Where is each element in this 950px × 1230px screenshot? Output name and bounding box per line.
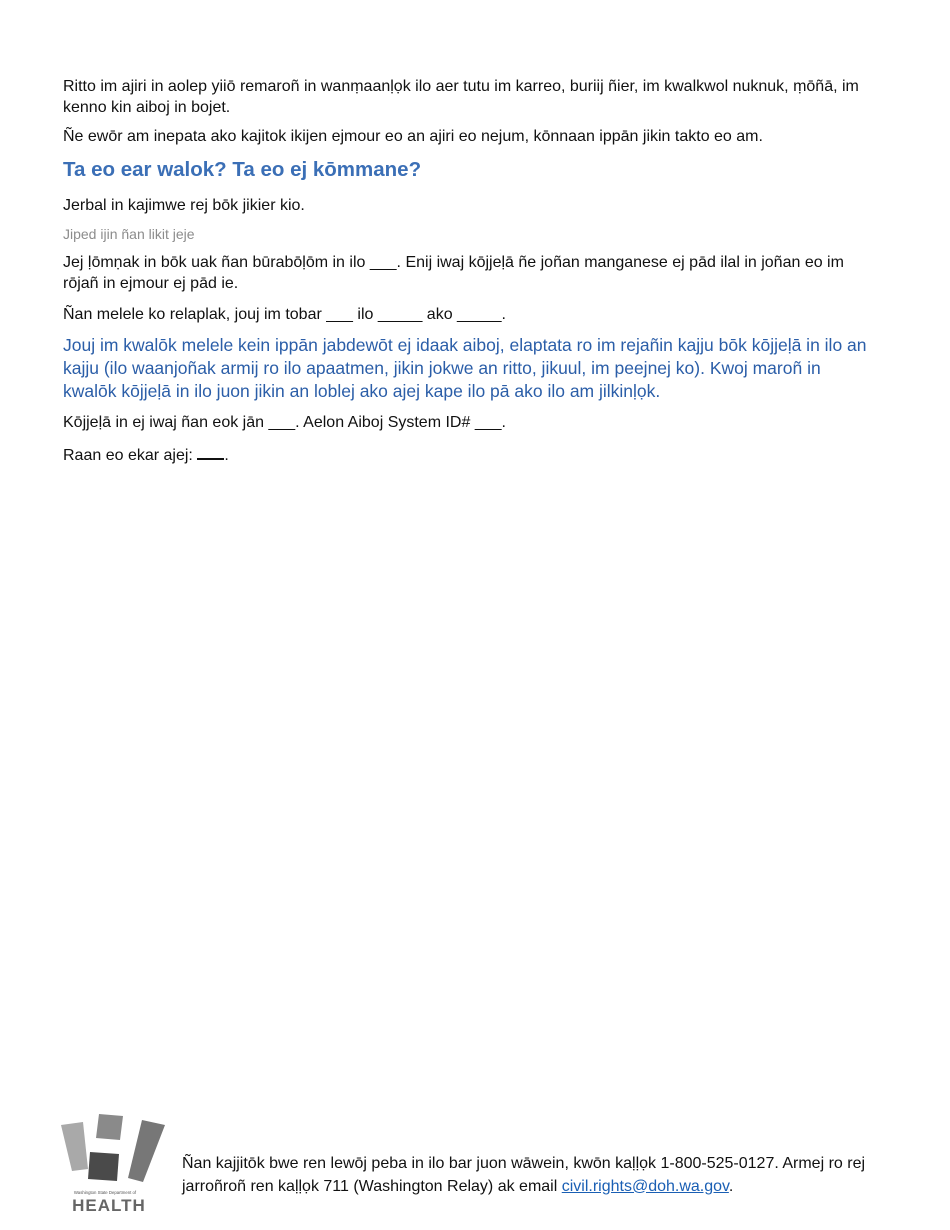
risk-paragraph: Ñe ewōr am inepata ako kajitok ikijen ejmour eo an ajiri eo nejum, kōnnaan ippān jikin takto eo am. [63,128,763,145]
results-text-3: ako [422,306,458,323]
choose-text: Jerbal in kajimwe rej bōk jikier kio. [63,197,305,214]
sampling-blank: ___ [369,254,397,271]
share-paragraph: Jouj im kwalōk melele kein ippān jabdewōt ej idaak aiboj, elaptata ro im rejañin kajju bōk kōjjeḷā in ilo an kajju (ilo waanjoñak armij ro ilo apaatmen, jikin jokwe an ritto, jikuul, im peejnej ko). Kwoj maroñ in kwalōk kōjjeḷā in ilo juon jikin an loblej ako ajej kape ilo pā ako ilo am jilkinḷọk. [63,335,867,401]
sampling-paragraph [63,252,878,294]
doh-health-logo [60,1113,168,1213]
sampling-text-1: Jej ḷōmṇak in bōk uak ñan būrabōḷōm in ilo [63,254,370,271]
hint-text: Jiped ijin ñan likit jeje [63,226,195,242]
logo-mark-icon [61,1114,165,1182]
logo-caption: Washington State Department of [73,1190,137,1195]
results-text-1: Ñan melele ko relaplak, jouj im tobar [63,306,327,323]
system-text-1: Kōjjeḷā in ej iwaj ñan eok jān [63,414,269,431]
logo-word: HEALTH [72,1196,146,1213]
contact-blank: ___ [326,306,353,323]
results-text-2: ilo [352,306,378,323]
date-end: . [224,447,229,464]
system-text-2: . Aelon Aiboj System ID# [295,414,475,431]
sampling-text-2: . Enij iwaj kōjjeḷā ñe joñan manganese ej pād ilal in joñan eo im rōjañ in ejmour ej pād ie. [63,254,844,292]
results-paragraph [63,304,878,325]
system-paragraph [63,412,878,433]
document-body [63,76,878,466]
phone-blank: _____ [377,306,423,323]
email-blank: _____ [457,306,502,323]
email-link[interactable]: civil.rights@doh.wa.gov [561,1177,729,1195]
date-label: Raan eo ekar ajej: [63,447,198,464]
system-name-blank: ___ [268,414,296,431]
footer [60,1113,890,1223]
footer-text-1: Ñan kajjitōk bwe ren lewōj peba in ilo bar juon wāwein, kwōn kaḷḷọk 1-800-525-0127. Armej ro rej jarroñroñ ren kaḷḷọk 711 (Washington Relay) ak email [182,1155,866,1195]
section-heading: Ta eo ear walok? Ta eo ej kōmmane? [63,158,422,181]
date-paragraph [63,443,878,466]
system-text-3: . [501,414,506,431]
system-id-blank: ___ [474,414,502,431]
intro-paragraph: Ritto im ajiri in aolep yiiō remaroñ in wanṃaanḷọk ilo aer tutu im karreo, buriij ñier, im kwalkwol nuknuk, ṃōñā, im kenno kin aiboj in bojet. [63,78,859,116]
results-text-4: . [501,306,506,323]
footer-text-2: . [728,1177,734,1195]
footer-text [182,1153,882,1198]
date-blank[interactable] [197,443,224,460]
